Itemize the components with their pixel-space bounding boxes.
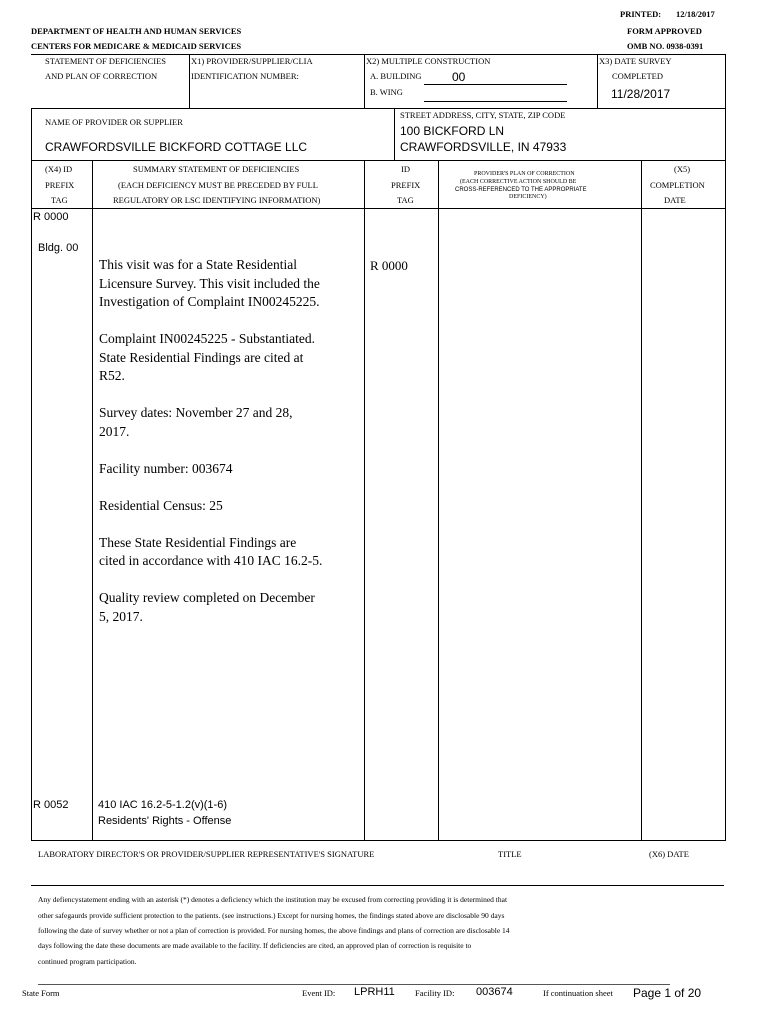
building-tag: Bldg. 00 <box>38 242 79 254</box>
survey-completed-date: 11/28/2017 <box>611 87 671 101</box>
address-line-2: CRAWFORDSVILLE, IN 47933 <box>400 140 567 154</box>
x5-header-3: DATE <box>664 195 686 205</box>
summary-header-3: REGULATORY OR LSC IDENTIFYING INFORMATION) <box>113 195 321 205</box>
event-id-value: LPRH11 <box>354 986 395 998</box>
x1-label-2: IDENTIFICATION NUMBER: <box>191 71 299 81</box>
event-id-label: Event ID: <box>302 988 336 998</box>
facility-id-label: Facility ID: <box>415 988 455 998</box>
x3-label-2: COMPLETED <box>612 71 663 81</box>
page-number: Page 1 of 20 <box>633 986 702 1000</box>
plan-header-4: DEFICIENCY) <box>509 194 547 200</box>
disclaimer-line-4: days following the date these documents are made available to the facility. If deficiencies are cited, an approved plan of correction is requisite to <box>38 941 472 950</box>
plan-header-1: PROVIDER'S PLAN OF CORRECTION <box>474 171 575 177</box>
signature-label: LABORATORY DIRECTOR'S OR PROVIDER/SUPPLIER REPRESENTATIVE'S SIGNATURE <box>38 849 375 859</box>
disclaimer-line-5: continued program participation. <box>38 957 137 966</box>
summary-statement: This visit was for a State Residential Licensure Survey. This visit included the Investigation of Complaint IN00245225. Complaint IN00245225 - Substantiated. State Residential Findings are cited at R52. Survey dates: November 27 and 28, 2017. Facility number: 003674 Residential Census: 25 These State Residential Findings are cited in accordance with 410 IAC 16.2-5. Quality review completed on December 5, 2017. <box>99 257 323 624</box>
statement-label-1: STATEMENT OF DEFICIENCIES <box>45 56 167 66</box>
continuation-label: If continuation sheet <box>543 988 613 998</box>
regulation-citation: 410 IAC 16.2-5-1.2(v)(1-6) <box>98 799 227 811</box>
x6-date-label: (X6) DATE <box>649 849 689 859</box>
statement-label-2: AND PLAN OF CORRECTION <box>45 71 158 81</box>
x5-header-2: COMPLETION <box>650 180 705 190</box>
x4-header-2: PREFIX <box>45 180 75 190</box>
omb-number: OMB NO. 0938-0391 <box>627 41 704 51</box>
prefix-tag-r0052: R 0052 <box>33 799 69 811</box>
x4-header-3: TAG <box>51 195 68 205</box>
facility-id-value: 003674 <box>476 986 513 998</box>
disclaimer-line-2: other safegaurds provide sufficient protection to the patients. (see instructions.) Except for nursing homes, the findings stated above are disclosable 90 days <box>38 911 505 920</box>
department-title: DEPARTMENT OF HEALTH AND HUMAN SERVICES <box>31 26 242 36</box>
prefix-tag-r0000: R 0000 <box>33 211 69 223</box>
address-line-1: 100 BICKFORD LN <box>400 124 505 138</box>
title-label: TITLE <box>498 849 522 859</box>
disclaimer-line-1: Any defiencystatement ending with an asterisk (*) denotes a deficiency which the institution may be excused from correcting providing it is determined that <box>38 895 508 904</box>
x5-header-1: (X5) <box>674 164 691 174</box>
disclaimer-line-3: following the date of survey whether or not a plan of correction is provided. For nursing homes, the above findings and plans of correction are disclosable 14 <box>38 926 510 935</box>
centers-title: CENTERS FOR MEDICARE & MEDICAID SERVICES <box>31 41 242 51</box>
plan-header-2: (EACH CORRECTIVE ACTION SHOULD BE <box>460 179 577 185</box>
provider-name-label: NAME OF PROVIDER OR SUPPLIER <box>45 117 183 127</box>
plan-tag-r0000: R 0000 <box>370 258 408 273</box>
id-header-2: PREFIX <box>391 180 421 190</box>
summary-header-2: (EACH DEFICIENCY MUST BE PRECEDED BY FULL <box>118 180 318 190</box>
x2-label: X2) MULTIPLE CONSTRUCTION <box>366 56 491 66</box>
printed-label: PRINTED: <box>620 9 662 19</box>
x1-label-1: X1) PROVIDER/SUPPLIER/CLIA <box>191 56 313 66</box>
regulation-title: Residents' Rights - Offense <box>98 815 232 827</box>
x3-label-1: X3) DATE SURVEY <box>599 56 672 66</box>
provider-name-value: CRAWFORDSVILLE BICKFORD COTTAGE LLC <box>45 140 308 154</box>
state-form-label: State Form <box>22 988 60 998</box>
building-value: 00 <box>452 70 466 84</box>
building-label: A. BUILDING <box>370 71 422 81</box>
id-header-3: TAG <box>397 195 414 205</box>
form-approved: FORM APPROVED <box>627 26 702 36</box>
id-header-1: ID <box>401 164 410 174</box>
wing-label: B. WING <box>370 87 403 97</box>
address-label: STREET ADDRESS, CITY, STATE, ZIP CODE <box>400 110 566 120</box>
x4-header-1: (X4) ID <box>45 164 73 174</box>
summary-header-1: SUMMARY STATEMENT OF DEFICIENCIES <box>133 164 300 174</box>
plan-header-3: CROSS-REFERENCED TO THE APPROPRIATE <box>455 187 587 193</box>
printed-date: 12/18/2017 <box>676 9 715 19</box>
